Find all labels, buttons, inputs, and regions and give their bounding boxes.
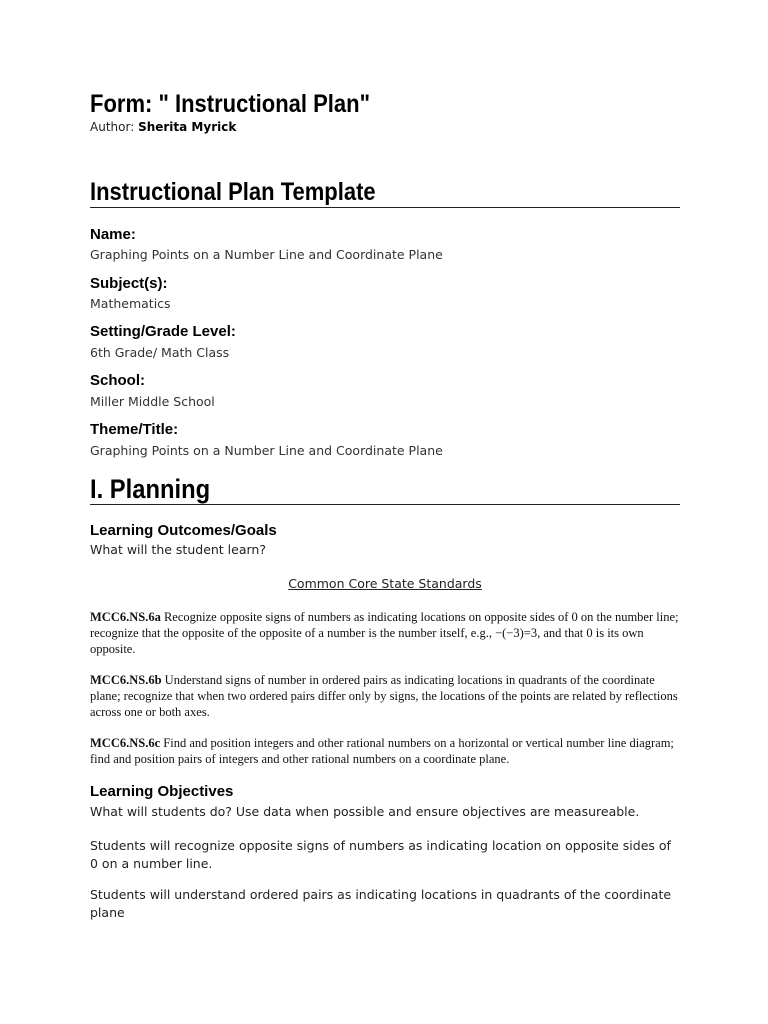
standard-text: Find and position integers and other rational numbers on a horizontal or vertical number line diagram; find and position pairs of integers and other rational numbers on a coordinate plane. xyxy=(90,736,674,766)
divider xyxy=(90,207,680,208)
field-value-name: Graphing Points on a Number Line and Coordinate Plane xyxy=(90,247,443,262)
standard-code: MCC6.NS.6a xyxy=(90,610,161,624)
standard-code: MCC6.NS.6c xyxy=(90,736,161,750)
template-heading: Instructional Plan Template xyxy=(90,178,376,206)
planning-heading: I. Planning xyxy=(90,474,211,504)
standard-item xyxy=(90,735,685,767)
field-label-school: School: xyxy=(90,372,145,389)
standards-title: Common Core State Standards xyxy=(288,576,482,591)
objectives-heading: Learning Objectives xyxy=(90,783,234,800)
field-label-grade: Setting/Grade Level: xyxy=(90,323,236,340)
outcomes-heading: Learning Outcomes/Goals xyxy=(90,522,277,539)
author-name: Sherita Myrick xyxy=(138,120,237,134)
field-value-theme: Graphing Points on a Number Line and Coordinate Plane xyxy=(90,443,443,458)
author-line xyxy=(90,120,236,134)
objective-item: Students will recognize opposite signs of numbers as indicating location on opposite sides of 0 on a number line. xyxy=(90,838,671,871)
standard-code: MCC6.NS.6b xyxy=(90,673,162,687)
objectives-prompt: What will students do? Use data when possible and ensure objectives are measureable. xyxy=(90,804,640,819)
field-value-school: Miller Middle School xyxy=(90,394,215,409)
field-value-grade: 6th Grade/ Math Class xyxy=(90,345,230,360)
standard-item xyxy=(90,672,685,720)
field-label-theme: Theme/Title: xyxy=(90,421,179,438)
divider xyxy=(90,504,680,505)
standard-text: Understand signs of number in ordered pairs as indicating locations in quadrants of the coordinate plane; recognize that when two ordered pairs differ only by signs, the locations of the points are related by reflections across one or both axes. xyxy=(90,673,678,719)
standard-text: Recognize opposite signs of numbers as indicating locations on opposite sides of 0 on the number line; recognize that the opposite of the opposite of a number is the number itself, e.g., −(−3)=3, and that 0 is its own opposite. xyxy=(90,610,679,656)
field-label-name: Name: xyxy=(90,226,136,243)
objective-item: Students will understand ordered pairs as indicating locations in quadrants of the coordinate plane xyxy=(90,887,672,920)
outcomes-prompt: What will the student learn? xyxy=(90,542,266,557)
form-title: Form: " Instructional Plan" xyxy=(90,90,371,118)
field-value-subjects: Mathematics xyxy=(90,296,171,311)
author-label: Author: xyxy=(90,120,135,134)
standard-item xyxy=(90,609,685,657)
field-label-subjects: Subject(s): xyxy=(90,275,168,292)
